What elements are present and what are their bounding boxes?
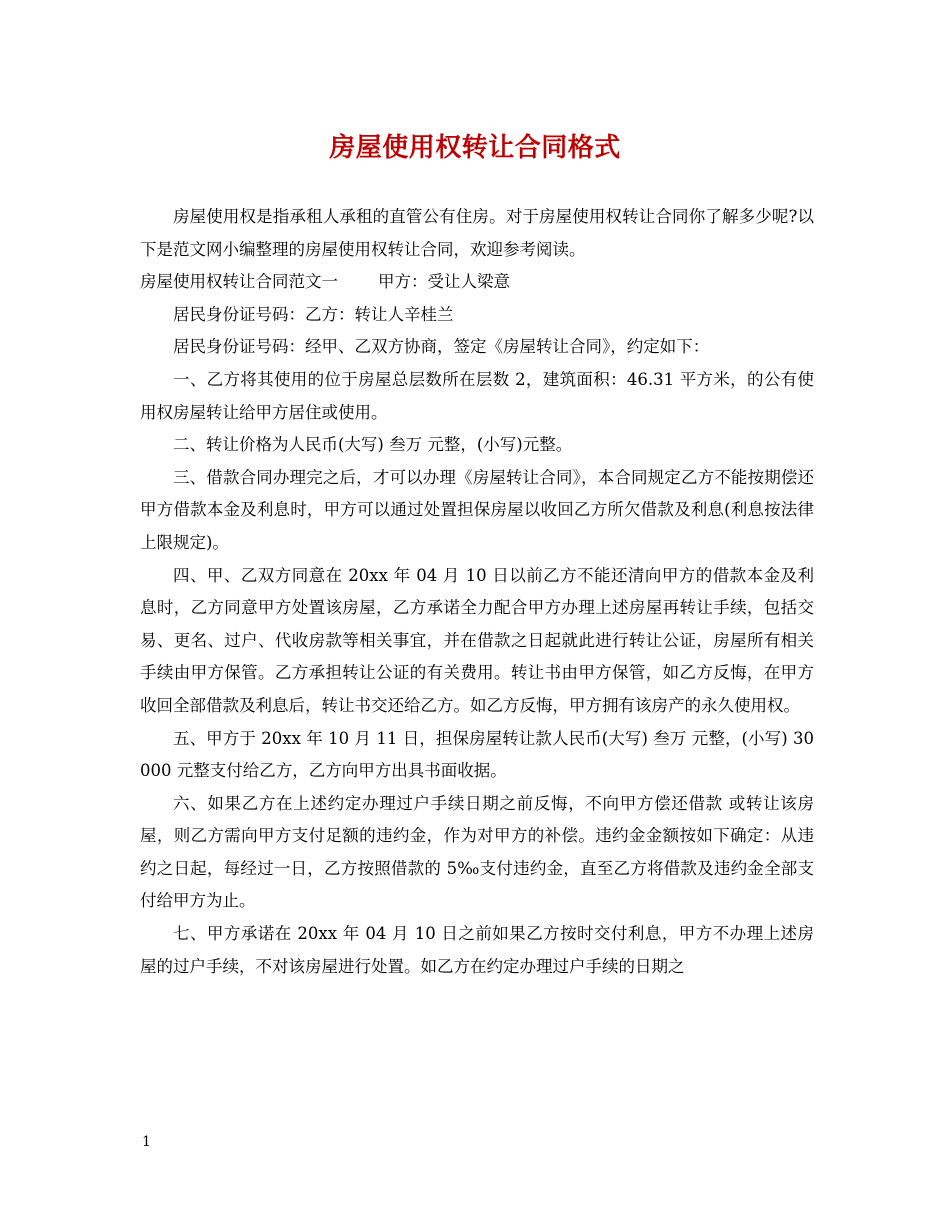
clause-6: 六、如果乙方在上述约定办理过户手续日期之前反悔，不向甲方偿还借款 或转让该房屋，则乙方需向甲方支付足额的违约金，作为对甲方的补偿。违约金金额按如下确定：从违约之日起，每经过一日，乙方按照借款的 5‰支付违约金，直至乙方将借款及违约金全部支付给甲方为止。: [140, 793, 814, 911]
clause-3: 三、借款合同办理完之后，才可以办理《房屋转让合同》，本合同规定乙方不能按期偿还甲方借款本金及利息时，甲方可以通过处置担保房屋以收回乙方所欠借款及利息(利息按法律上限规定)。: [140, 467, 814, 552]
document-title: 房屋使用权转让合同格式: [329, 133, 621, 163]
clause-7: 七、甲方承诺在 20xx 年 04 月 10 日之前如果乙方按时交付利息，甲方不办理上述房屋的过户手续，不对该房屋进行处置。如乙方在约定办理过户手续的日期之: [140, 924, 814, 976]
party-a: 甲方：受让人梁意: [378, 272, 510, 292]
clause-4: 四、甲、乙双方同意在 20xx 年 04 月 10 日以前乙方不能还清向甲方的借款本金及利息时，乙方同意甲方处置该房屋，乙方承诺全力配合甲方办理上述房屋再转让手续，包括交易、更名、过户、代收房款等相关事宜，并在借款之日起就此进行转让公证，房屋所有相关手续由甲方保管。乙方承担转让公证的有关费用。转让书由甲方保管，如乙方反悔，在甲方收回全部借款及利息后，转让书交还给乙方。如乙方反悔，甲方拥有该房产的永久使用权。: [140, 565, 814, 715]
clause-1: 一、乙方将其使用的位于房屋总层数所在层数 2，建筑面积：46.31 平方米，的公有使用权房屋转让给甲方居住或使用。: [140, 369, 814, 422]
clause-2: 二、转让价格为人民币(大写) 叁万 元整，(小写)元整。: [173, 435, 573, 455]
sample-heading-line: [140, 266, 814, 299]
page-number: 1: [142, 1134, 151, 1150]
intro-paragraph: 房屋使用权是指承租人承租的直管公有住房。对于房屋使用权转让合同你了解多少呢?以下是范文网小编整理的房屋使用权转让合同，欢迎参考阅读。: [140, 207, 814, 259]
document-body: [140, 201, 814, 983]
party-b-line: 居民身份证号码：乙方：转让人辛桂兰: [173, 304, 454, 324]
sample-heading: 房屋使用权转让合同范文一: [140, 272, 338, 292]
clause-5: 五、甲方于 20xx 年 10 月 11 日，担保房屋转让款人民币(大写) 叁万 元整，(小写) 30000 元整支付给乙方，乙方向甲方出具书面收据。: [140, 728, 814, 781]
agreement-line: 居民身份证号码：经甲、乙双方协商，签定《房屋转让合同》，约定如下：: [173, 337, 710, 357]
